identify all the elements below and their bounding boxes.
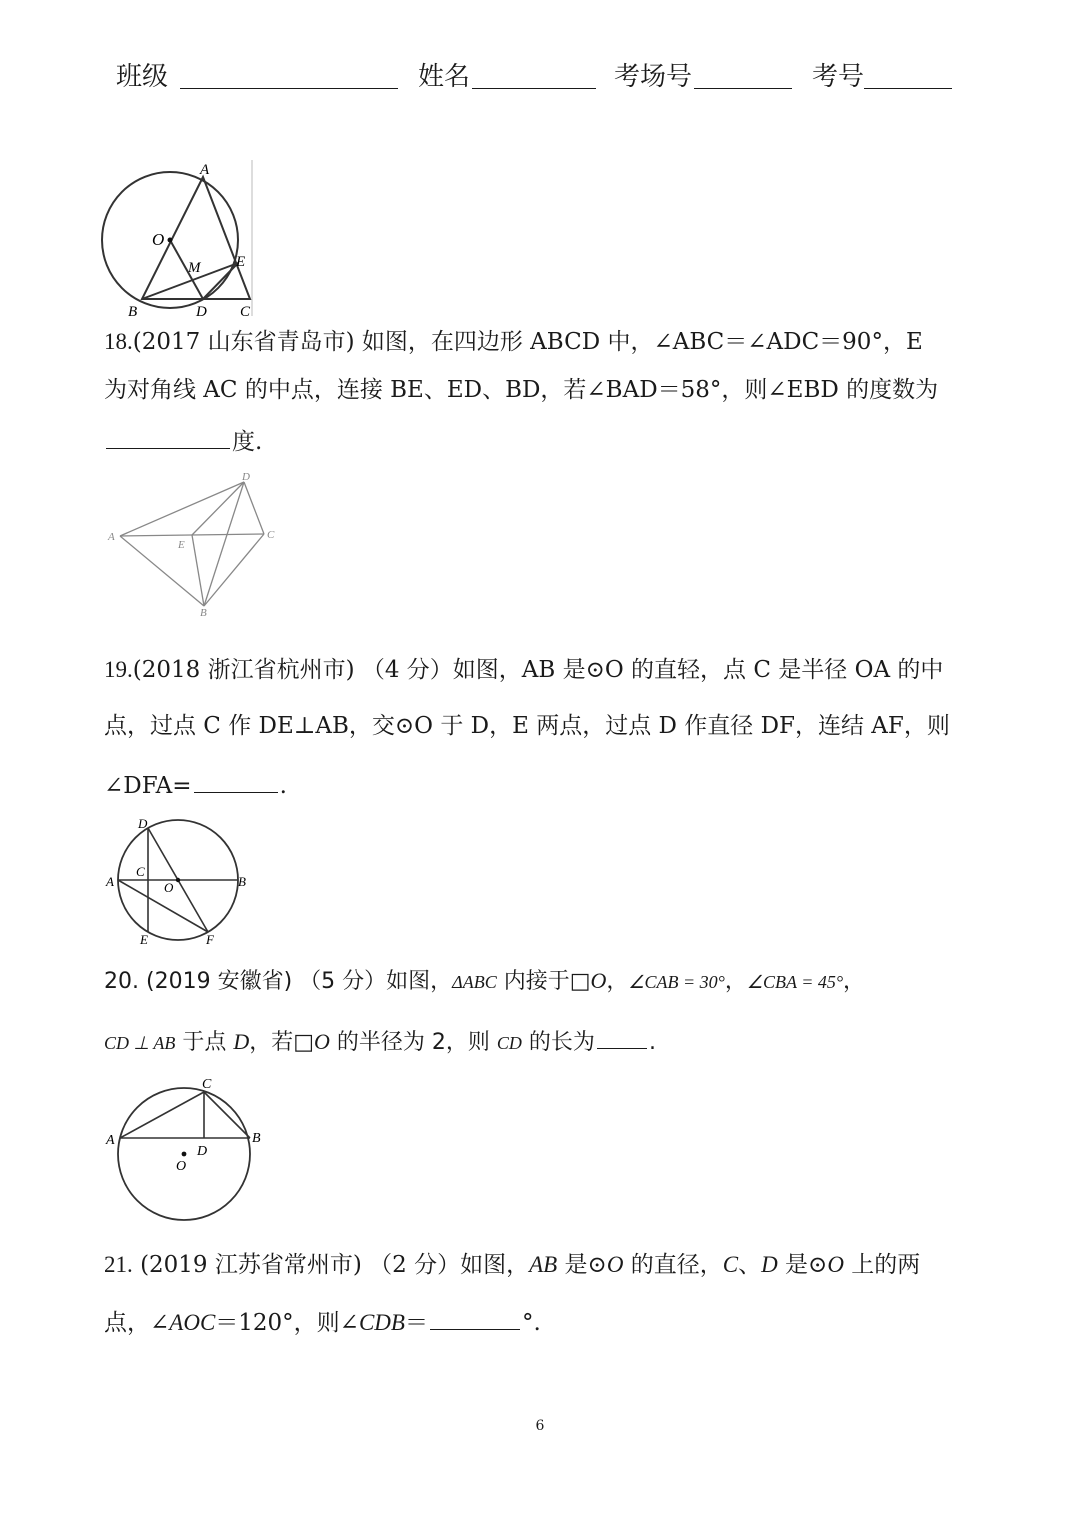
q21-line1-h: D (761, 1252, 778, 1277)
fig19-center-dot (176, 878, 180, 882)
q18-answer-blank[interactable] (106, 426, 230, 449)
q18-line1-text: (2017 山东省青岛市) 如图，在四边形 ABCD 中，∠ABC＝∠ADC＝90°，E (132, 329, 923, 355)
q20-number: 20. (104, 969, 139, 994)
fig17-label-m: M (188, 260, 201, 276)
fig17-center-dot (168, 238, 173, 243)
q20-line1-c: 内接于□ (496, 969, 591, 994)
q20-line2-f: 的半径为 2，则 (329, 1030, 497, 1055)
q21-line1-d: O (606, 1252, 624, 1277)
q19-line3-prefix: ∠DFA= (104, 773, 192, 799)
fig20-label-a: A (106, 1133, 115, 1148)
room-blank[interactable] (694, 88, 792, 89)
q20-line2-c: D (233, 1029, 250, 1054)
fig17-label-o: O (152, 230, 165, 249)
fig18-label-e: E (178, 539, 185, 551)
q21-line2-f: °. (521, 1310, 541, 1336)
fig17-label-d: D (196, 304, 207, 320)
q20-line1-f: ∠CAB = 30° (628, 972, 725, 992)
q21-line1-b: AB (529, 1252, 558, 1277)
q20-line1-g: ， (724, 969, 747, 994)
fig20-center-dot (182, 1152, 187, 1157)
q20-line1-h: ∠CBA = 45° (746, 972, 844, 992)
fig19-label-f: F (206, 932, 214, 947)
q20-line2-g: CD (496, 1033, 522, 1053)
fig17-label-b: B (128, 304, 138, 320)
q20-answer-blank[interactable] (597, 1026, 647, 1049)
q19-line1-text: (2018 浙江省杭州市) （4 分）如图，AB 是⊙O 的直轻，点 C 是半径 OA 的中 (132, 657, 944, 683)
q19-number: 19. (104, 657, 133, 682)
q19-line3 (104, 770, 287, 801)
q21-line1 (104, 1251, 920, 1280)
q21-line1-f: C (722, 1252, 739, 1277)
fig19-af (118, 880, 208, 932)
class-label: 班级 (116, 62, 169, 92)
q21-answer-blank[interactable] (430, 1307, 520, 1330)
q21-line1-g: 、 (738, 1252, 762, 1278)
q21-line1-k: 上的两 (843, 1252, 921, 1278)
q21-line2-e: ＝ (404, 1310, 428, 1336)
q21-line1-j: O (827, 1252, 844, 1277)
figure-20 (104, 1074, 274, 1224)
class-blank[interactable] (180, 88, 398, 89)
fig17-label-c: C (240, 304, 251, 320)
fig18-ad (120, 482, 244, 536)
fig20-label-b: B (252, 1131, 261, 1146)
q20-line1-i: ， (843, 969, 866, 994)
fig20-label-d: D (197, 1144, 208, 1159)
fig19-label-c: C (136, 864, 145, 879)
q20-line1-b: ΔABC (452, 972, 497, 992)
q21-line2-c: ＝120°，则∠ (215, 1310, 359, 1336)
fig19-label-a: A (106, 874, 114, 889)
q21-line1-i: 是⊙ (777, 1252, 828, 1278)
fig20-cb (204, 1092, 250, 1138)
q21-line2-d: CDB (358, 1310, 405, 1335)
fig17-de (203, 263, 238, 299)
q18-number: 18. (104, 329, 133, 354)
fig20-label-o: O (176, 1159, 187, 1174)
q21-line1-a: (2019 江苏省常州市) （2 分）如图， (140, 1252, 530, 1278)
fig19-label-d: D (138, 816, 148, 831)
fig18-label-d: D (242, 471, 250, 483)
figure-18 (106, 471, 286, 619)
q20-line1 (104, 968, 865, 995)
q21-line1-e: 的直径， (623, 1252, 723, 1278)
q20-line2-e: O (314, 1029, 330, 1054)
figure-17 (100, 160, 260, 320)
q19-line2: 点，过点 C 作 DE⊥AB，交⊙O 于 D，E 两点，过点 D 作直径 DF，连结 AF，则 (104, 713, 950, 739)
exam-no-blank[interactable] (864, 88, 952, 89)
q21-line2-a: 点，∠ (104, 1310, 170, 1336)
q19-answer-blank[interactable] (194, 770, 278, 793)
exam-no-label: 考号 (812, 62, 865, 92)
q18-line3 (104, 426, 262, 457)
name-label: 姓名 (418, 62, 471, 92)
q18-line2: 为对角线 AC 的中点，连接 BE、ED、BD，若∠BAD＝58°，则∠EBD 的度数为 (104, 377, 939, 403)
q20-line1-e: ， (606, 969, 629, 994)
name-blank[interactable] (472, 88, 596, 89)
fig19-label-b: B (238, 874, 246, 889)
fig19-label-o: O (164, 880, 174, 895)
page-number: 6 (535, 1418, 545, 1434)
q18-line1 (104, 328, 923, 357)
fig18-dc (244, 482, 264, 534)
q21-line2 (104, 1307, 541, 1338)
q20-line2-b: 于点 (175, 1030, 234, 1055)
fig18-label-b: B (200, 607, 207, 619)
fig18-label-c: C (267, 529, 275, 541)
fig18-ba (120, 536, 204, 606)
q19-line3-suffix: . (279, 773, 287, 799)
fig18-label-a: A (108, 531, 115, 543)
q20-line2-d: ，若□ (249, 1030, 315, 1055)
q21-number: 21. (104, 1252, 133, 1277)
q18-line3-suffix: 度. (232, 429, 263, 455)
q20-line2-i: . (648, 1030, 656, 1055)
q20-line1-d: O (590, 968, 607, 993)
q20-line2 (104, 1026, 656, 1056)
q19-line1 (104, 656, 943, 685)
q21-line1-c: 是⊙ (557, 1252, 607, 1278)
fig20-ac (120, 1092, 204, 1138)
q20-line1-a: (2019 安徽省) （5 分）如图， (146, 969, 453, 994)
fig18-bd (204, 482, 244, 606)
q20-line2-a: CD ⊥ AB (104, 1033, 176, 1053)
fig18-eb (192, 535, 204, 606)
fig19-label-e: E (140, 932, 148, 947)
fig17-label-e: E (236, 254, 246, 270)
fig20-label-c: C (202, 1077, 212, 1092)
q21-line2-b: AOC (169, 1310, 216, 1335)
room-label: 考场号 (614, 62, 693, 92)
figure-19 (104, 816, 254, 946)
fig18-cb (204, 534, 264, 606)
fig18-ed (192, 482, 244, 535)
q20-line2-h: 的长为 (521, 1030, 595, 1055)
fig17-label-a: A (200, 162, 210, 178)
